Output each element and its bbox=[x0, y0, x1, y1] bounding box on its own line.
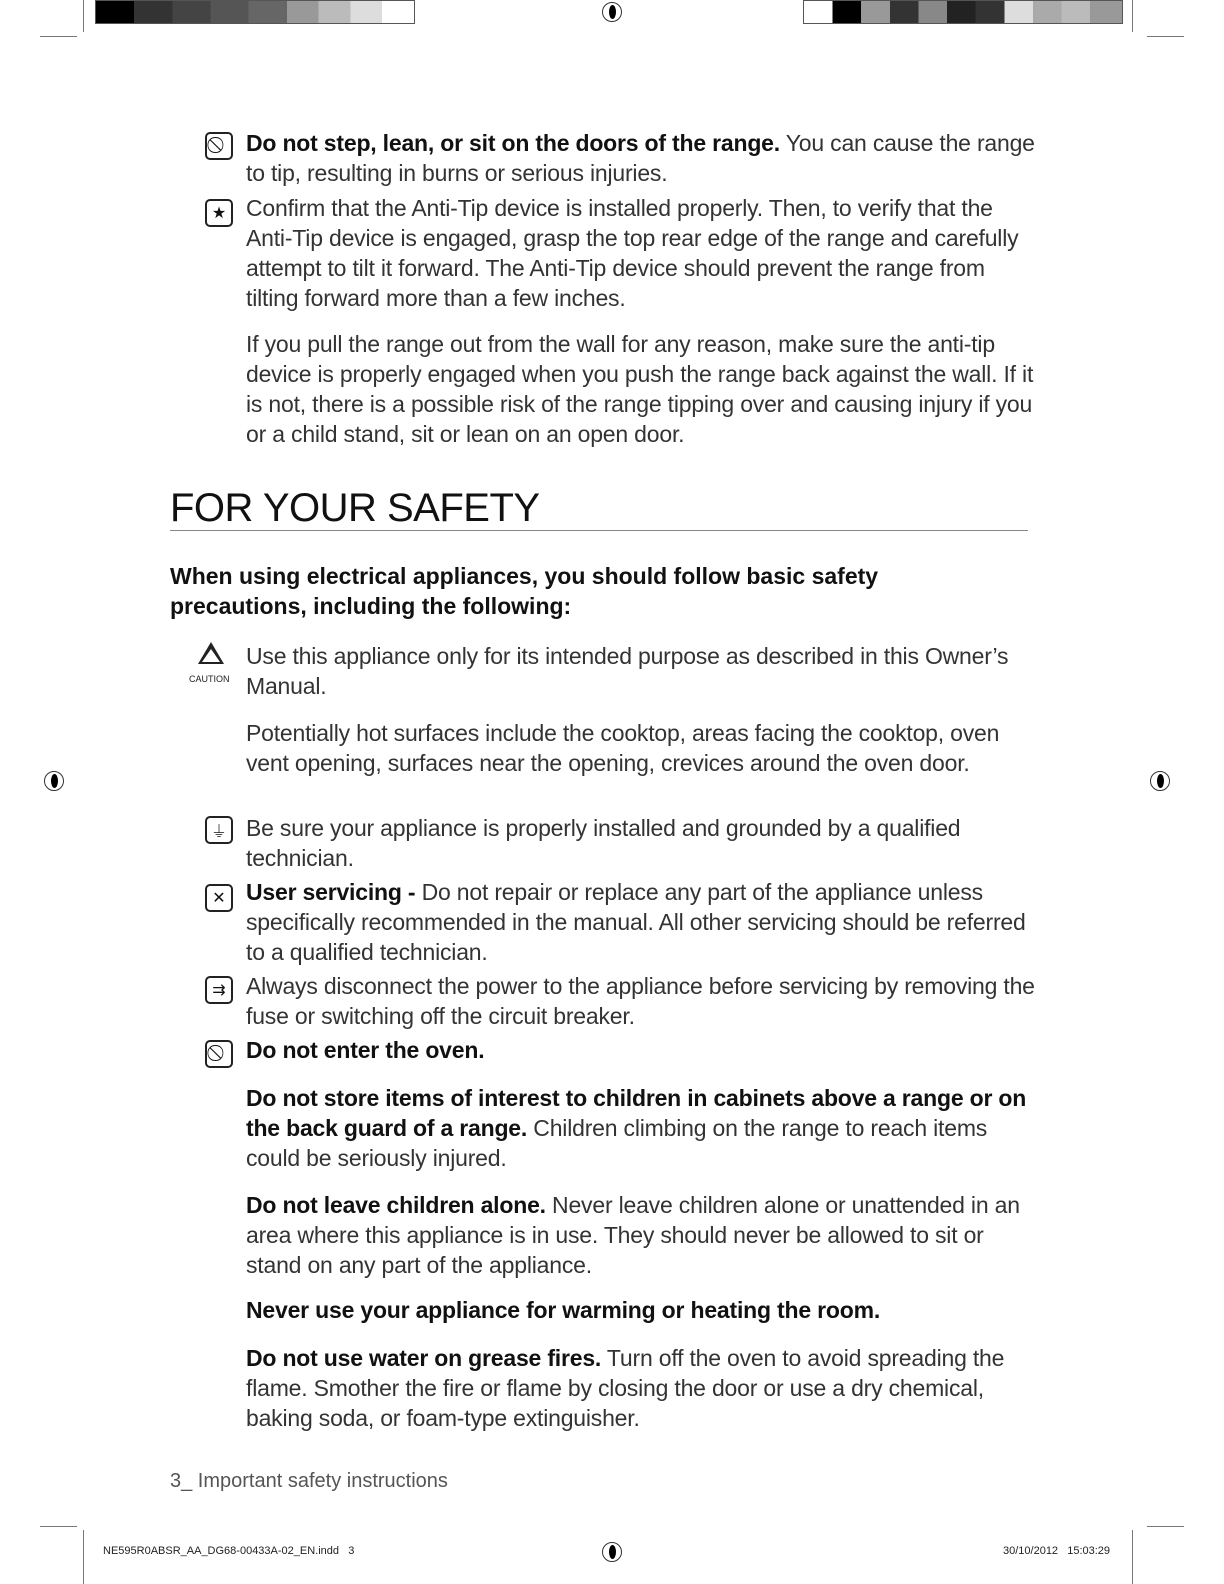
color-bar-left bbox=[95, 0, 415, 24]
crop-mark bbox=[40, 36, 77, 37]
registration-mark-right bbox=[1150, 771, 1170, 791]
prohibited-icon bbox=[205, 1040, 233, 1068]
crop-mark bbox=[1147, 36, 1184, 37]
item-grounded: Be sure your appliance is properly installed and grounded by a qualified technician. bbox=[246, 815, 961, 871]
crop-mark bbox=[40, 1526, 77, 1527]
bold-lead: Do not leave children alone. bbox=[246, 1192, 546, 1218]
body-text: You can cause the range to tip, resulting in burns or serious injuries. bbox=[246, 130, 1035, 186]
crop-mark bbox=[83, 0, 84, 32]
ground-icon: ⏚ bbox=[205, 816, 233, 844]
bold-lead: Do not step, lean, or sit on the doors of the range. bbox=[246, 130, 780, 156]
paragraph-pull-range: If you pull the range out from the wall for any reason, make sure the anti-tip device is properly engaged when you push the range back against the wall. If it is not, there is a possible risk of the range tipping over and causing injury if you or a child stand, sit or lean on an open door. bbox=[246, 331, 1034, 447]
registration-mark-bottom bbox=[602, 1542, 622, 1562]
paragraph-grease-fires bbox=[246, 1343, 1036, 1433]
bold-lead: Never use your appliance for warming or heating the room. bbox=[246, 1297, 881, 1323]
item-anti-tip: Confirm that the Anti-Tip device is installed properly. Then, to verify that the Anti-Tip device is engaged, grasp the top rear edge of the range and carefully attempt to tilt it forward. The Anti-Tip device should prevent the range from tilting forward more than a few inches. bbox=[246, 195, 1019, 311]
color-bar-right bbox=[803, 0, 1123, 24]
body-text: Turn off the oven to avoid spreading the flame. Smother the fire or flame by closing the door or use a dry chemical, baking soda, or foam-type extinguisher. bbox=[246, 1345, 1005, 1431]
paragraph-warming bbox=[246, 1295, 1036, 1325]
slug-date: 30/10/2012 15:03:29 bbox=[1003, 1545, 1111, 1557]
footer-section: Important safety instructions bbox=[192, 1470, 448, 1492]
no-tools-icon: ✕ bbox=[205, 884, 233, 912]
paragraph-hot-surfaces: Potentially hot surfaces include the cooktop, areas facing the cooktop, oven vent opening, surfaces near the opening, crevices around the oven door. bbox=[246, 720, 1000, 776]
prohibited-icon bbox=[205, 132, 233, 160]
page-footer bbox=[170, 1470, 448, 1493]
item-no-enter bbox=[246, 1035, 1036, 1065]
bold-lead: Do not store items of interest to children in cabinets above a range or on the back guard of a range. bbox=[246, 1085, 1027, 1141]
bold-lead: User servicing - bbox=[246, 879, 416, 905]
title-rule bbox=[170, 530, 1028, 531]
item-user-servicing bbox=[246, 877, 1036, 967]
caution-icon-inner bbox=[202, 649, 220, 662]
item-intended-purpose: Use this appliance only for its intended purpose as described in this Owner’s Manual. bbox=[246, 643, 1009, 699]
registration-mark-top bbox=[602, 2, 622, 22]
bold-lead: Do not enter the oven. bbox=[246, 1037, 485, 1063]
registration-mark-left bbox=[44, 771, 64, 791]
crop-mark bbox=[1147, 1526, 1184, 1527]
crop-mark bbox=[1132, 1530, 1133, 1584]
subheading: When using electrical appliances, you should follow basic safety precautions, including the following: bbox=[170, 563, 879, 619]
bold-lead: Do not use water on grease fires. bbox=[246, 1345, 602, 1371]
slug-filename: NE595R0ABSR_AA_DG68-00433A-02_EN.indd 3 bbox=[103, 1545, 355, 1557]
item-disconnect: Always disconnect the power to the appliance before servicing by removing the fuse or switching off the circuit breaker. bbox=[246, 973, 1035, 1029]
crop-mark bbox=[1132, 0, 1133, 32]
body-text: Never leave children alone or unattended in an area where this appliance is in use. They should never be allowed to sit or stand on any part of the appliance. bbox=[246, 1192, 1020, 1278]
caution-label: CAUTION bbox=[189, 674, 230, 684]
crop-mark bbox=[83, 1530, 84, 1584]
unplug-icon: ⇉ bbox=[205, 976, 233, 1004]
item-do-not-step bbox=[246, 128, 1036, 188]
section-title: FOR YOUR SAFETY bbox=[170, 486, 540, 530]
paragraph-children-alone bbox=[246, 1190, 1036, 1280]
body-text: Do not repair or replace any part of the appliance unless specifically recommended in the manual. All other servicing should be referred to a qualified technician. bbox=[246, 879, 1026, 965]
star-icon: ★ bbox=[205, 199, 233, 227]
body-text: Children climbing on the range to reach items could be seriously injured. bbox=[246, 1115, 988, 1171]
paragraph-store-items bbox=[246, 1083, 1036, 1173]
page-number: 3_ bbox=[170, 1470, 193, 1492]
